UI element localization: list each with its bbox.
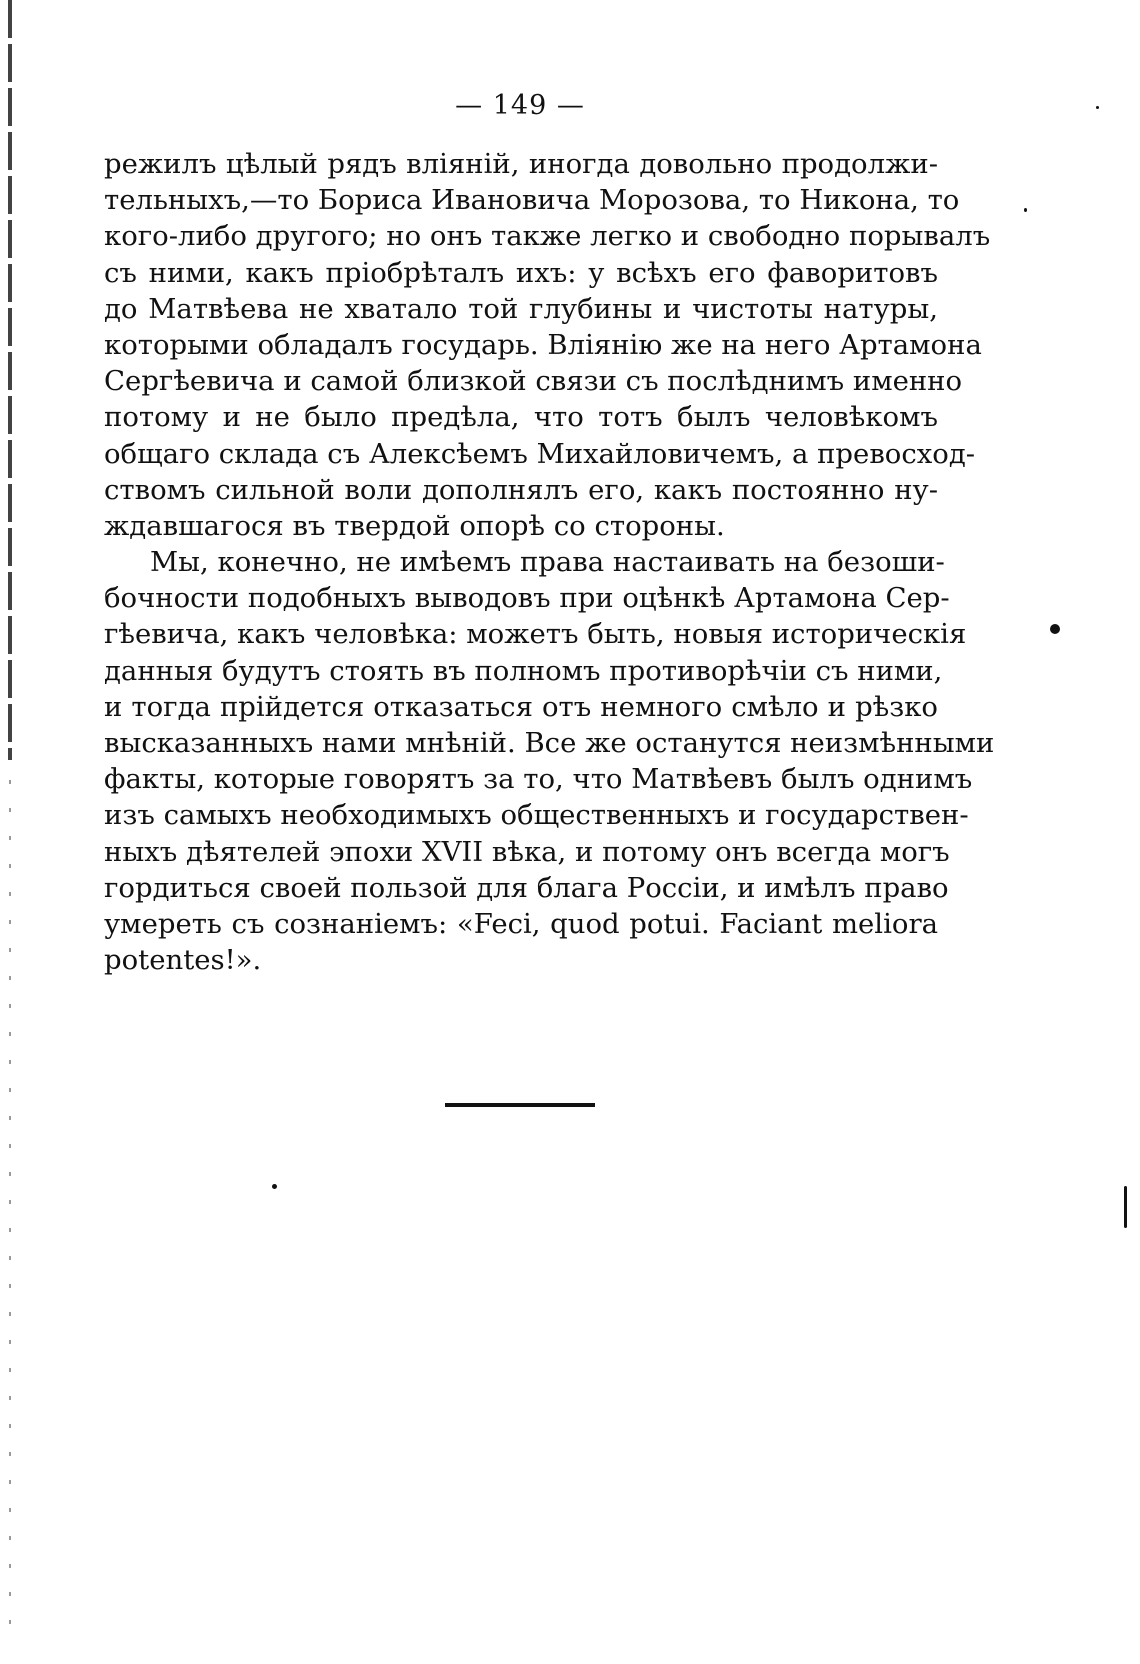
text-line: умереть съ сознаніемъ: «Feci, quod potui. Faciant meliora <box>104 907 938 940</box>
text-line: режилъ цѣлый рядъ вліяній, иногда довольно продолжи- <box>104 148 938 180</box>
ink-speck <box>1124 1186 1127 1228</box>
text-line: изъ самыхъ необходимыхъ общественныхъ и государствен- <box>104 799 969 832</box>
section-end-rule <box>445 1103 595 1107</box>
text-line: бочности подобныхъ выводовъ при оцѣнкѣ Артамона Сер- <box>104 582 950 615</box>
page-number: — 149 — <box>455 90 585 121</box>
text-line: ствомъ сильной воли дополнялъ его, какъ постоянно ну- <box>104 473 938 506</box>
text-line: данныя будутъ стоять въ полномъ противорѣчіи съ ними, <box>104 654 943 687</box>
text-line: ныхъ дѣятелей эпохи XVII вѣка, и потому онъ всегда могъ <box>104 835 950 868</box>
ink-speck <box>1050 624 1060 634</box>
text-line: тельныхъ,—то Бориса Ивановича Морозова, то Никона, то <box>104 184 960 217</box>
ink-speck <box>1096 106 1099 109</box>
paragraph-2 <box>104 544 995 978</box>
text-line: факты, которые говорятъ за то, что Матвѣевъ былъ однимъ <box>104 763 973 796</box>
text-line: ждавшагося въ твердой опорѣ со стороны. <box>104 509 725 542</box>
text-line: гордиться своей пользой для блага Россіи, и имѣлъ право <box>104 871 949 904</box>
text-line: съ ними, какъ пріобрѣталъ ихъ: у всѣхъ его фаворитовъ <box>104 256 938 289</box>
text-line: до Матвѣева не хватало той глубины и чистоты натуры, <box>104 292 938 325</box>
body-text <box>104 146 995 978</box>
text-line: гѣевича, какъ человѣка: можетъ быть, новыя историческія <box>104 618 967 651</box>
ink-speck <box>272 1184 277 1189</box>
text-line: Сергѣевича и самой близкой связи съ послѣднимъ именно <box>104 365 963 398</box>
page-edge-specks <box>9 780 11 1640</box>
text-line: высказанныхъ нами мнѣній. Все же останутся неизмѣнными <box>104 727 995 759</box>
text-line: потому и не было предѣла, что тотъ былъ человѣкомъ <box>104 401 938 434</box>
text-line: Мы, конечно, не имѣемъ права настаивать на безоши- <box>150 546 945 579</box>
text-line: potentes!». <box>104 944 262 977</box>
text-line: кого-либо другого; но онъ также легко и свободно порывалъ <box>104 220 991 253</box>
ink-speck <box>1024 208 1027 212</box>
text-line: общаго склада съ Алексѣемъ Михайловичемъ, а превосход- <box>104 437 976 470</box>
paragraph-1 <box>104 146 991 544</box>
text-line: которыми обладалъ государь. Вліянію же на него Артамона <box>104 328 982 361</box>
text-line: и тогда прійдется отказаться отъ немного смѣло и рѣзко <box>104 690 938 723</box>
